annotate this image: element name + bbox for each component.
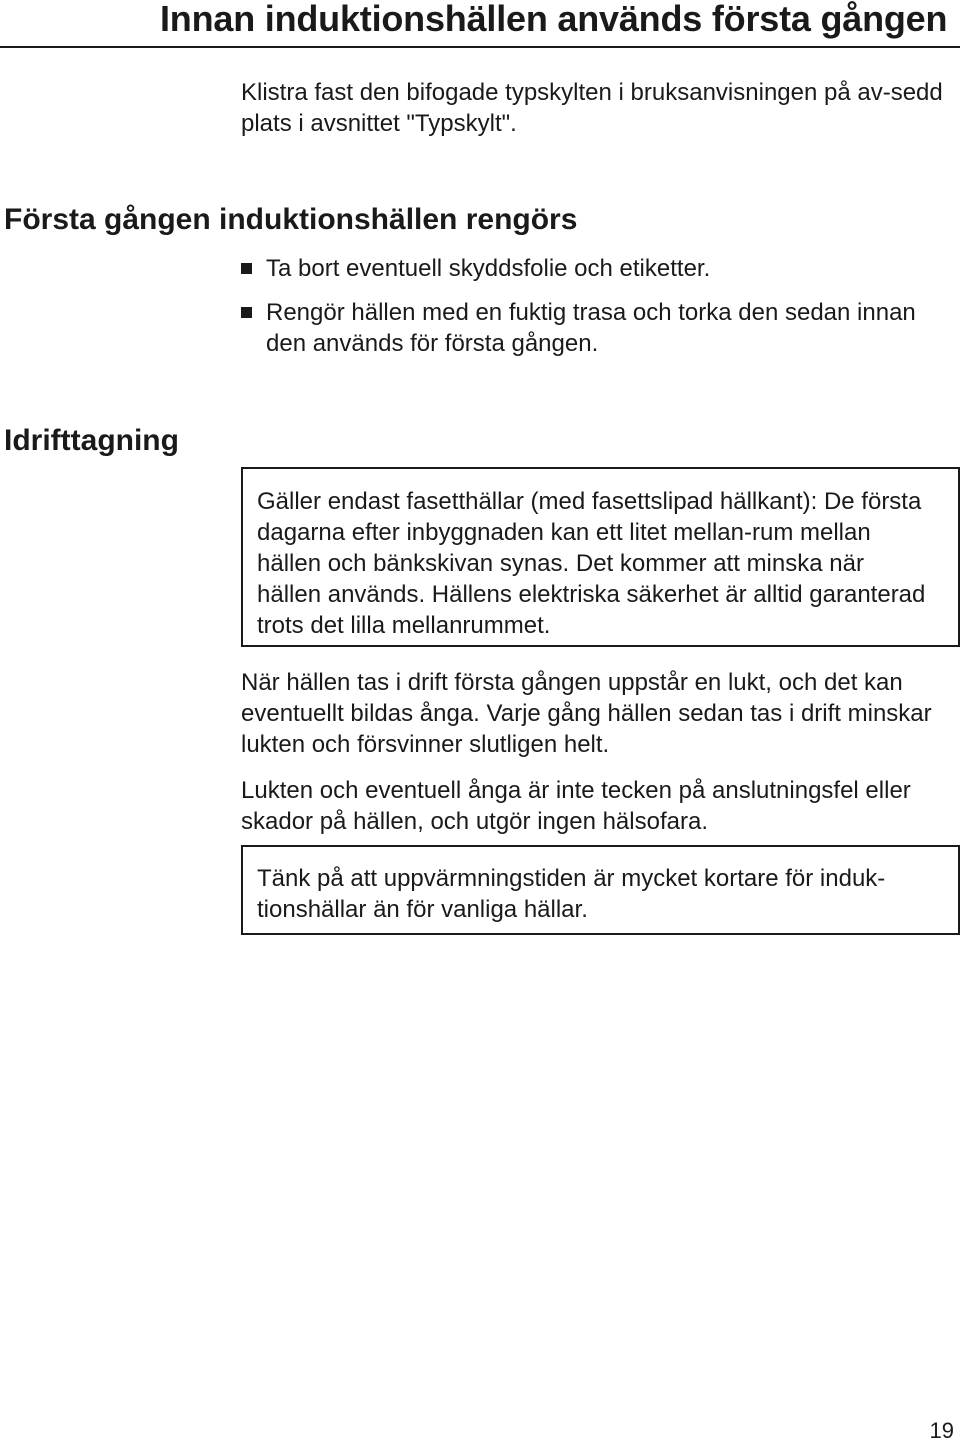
list-item <box>241 253 953 284</box>
paragraph-odour: När hällen tas i drift första gången uppstår en lukt, och det kan eventuellt bildas ånga. Varje gång hällen sedan tas i drift minskar lukten och försvinner slutligen helt. <box>241 669 932 758</box>
square-bullet-icon <box>241 263 252 274</box>
note-box-bevelled-hobs <box>241 467 960 647</box>
heading-commissioning: Idrifttagning <box>4 424 179 457</box>
cleaning-steps-list <box>241 253 953 372</box>
page-title: Innan induktionshällen används första gången <box>160 0 948 39</box>
page-number: 19 <box>929 1418 954 1443</box>
list-item-text: Ta bort eventuell skyddsfolie och etiketter. <box>266 255 711 282</box>
note-text: Gäller endast fasetthällar (med fasettslipad hällkant): De första dagarna efter inbyggnaden kan ett litet mellan-rum mellan hällen och bänkskivan synas. Det kommer att minska när hällen används. Hällens elektriska säkerhet är alltid garanterad trots det lilla mellanrummet. <box>257 488 926 639</box>
square-bullet-icon <box>241 307 252 318</box>
list-item <box>241 297 953 359</box>
heading-first-cleaning: Första gången induktionshällen rengörs <box>4 203 578 236</box>
note-text: Tänk på att uppvärmningstiden är mycket kortare för induk-tionshällar än för vanliga hällar. <box>257 865 886 923</box>
paragraph-no-fault: Lukten och eventuell ånga är inte tecken på anslutningsfel eller skador på hällen, och utgör ingen hälsofara. <box>241 777 911 835</box>
list-item-text: Rengör hällen med en fuktig trasa och torka den sedan innan den används för första gången. <box>266 299 916 357</box>
note-box-heating-time <box>241 845 960 935</box>
title-divider <box>0 46 960 48</box>
intro-paragraph: Klistra fast den bifogade typskylten i bruksanvisningen på av-sedd plats i avsnittet "Typskylt". <box>241 79 943 137</box>
